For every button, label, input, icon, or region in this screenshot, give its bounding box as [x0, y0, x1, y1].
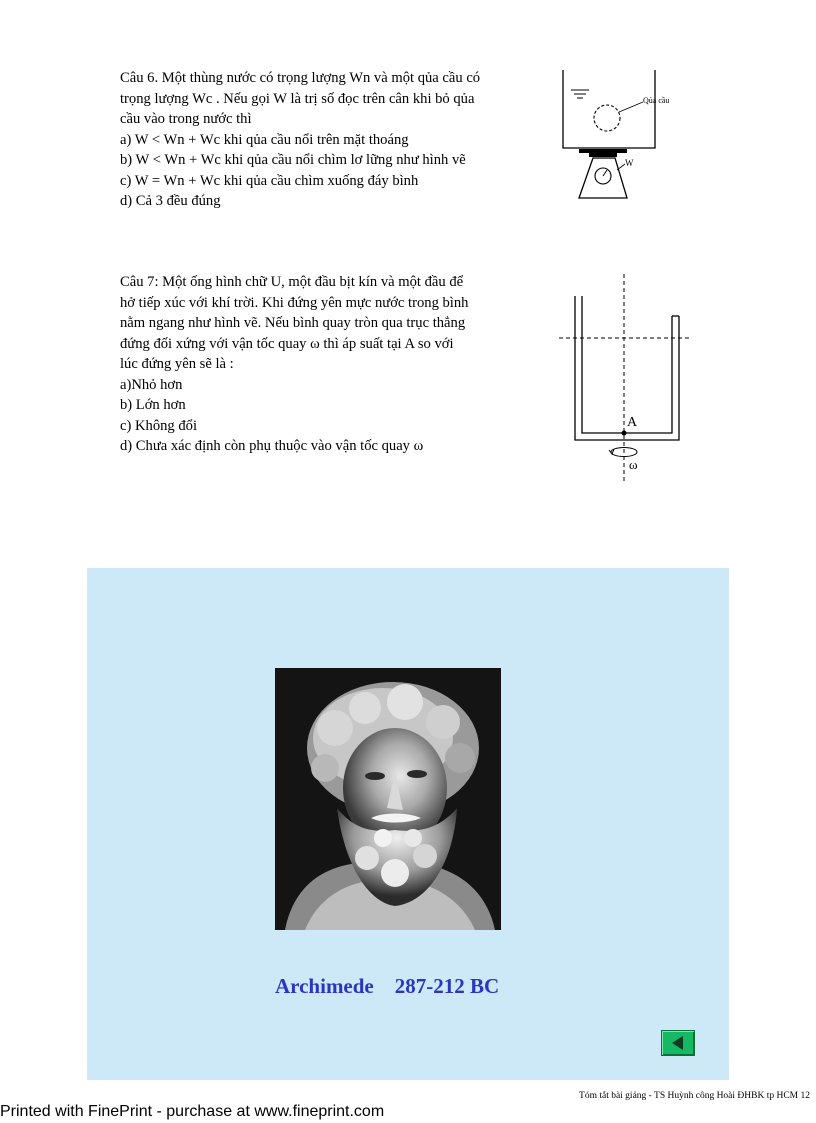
sphere-leader-line: [619, 102, 643, 112]
question-7-line: lúc đứng yên sẽ là :: [120, 356, 234, 372]
question-6-option-d: d) Cả 3 đều đúng: [120, 193, 221, 209]
question-6: [120, 68, 480, 212]
scale-stem: [589, 153, 617, 157]
question-7-line: Câu 7: Một ống hình chữ U, một đầu bịt kín và một đầu để: [120, 274, 464, 290]
question-7-option-b: b) Lớn hơn: [120, 397, 186, 413]
question-7-line: đứng đối xứng với vận tốc quay ω thì áp suất tại A so với: [120, 335, 454, 352]
scale-label: W: [625, 158, 634, 168]
u-tube-inner: [582, 296, 672, 433]
question-7-line: hở tiếp xúc với khí trời. Khi đứng yên mực nước trong bình: [120, 294, 469, 311]
question-7: [120, 272, 468, 457]
scale-body: [579, 158, 627, 198]
point-a-label: A: [627, 415, 638, 430]
scale-needle: [603, 170, 607, 176]
tank-outline: [563, 70, 655, 148]
back-button[interactable]: [661, 1030, 695, 1056]
archimedes-slide: [87, 568, 729, 1080]
scale-plate: [579, 149, 627, 153]
point-a-marker: [622, 431, 627, 436]
slide-caption: Archimede 287-212 BC: [275, 974, 500, 998]
question-7-option-a: a)Nhỏ hơn: [120, 376, 183, 393]
question-7-line: nằm ngang như hình vẽ. Nếu bình quay tròn qua trục thẳng: [120, 315, 466, 331]
question-7-option-c: c) Không đổi: [120, 417, 198, 434]
question-6-line: Câu 6. Một thùng nước có trọng lượng Wn và một qủa cầu có: [120, 70, 481, 86]
question-6-option-a: a) W < Wn + Wc khi qủa cầu nổi trên mặt thoáng: [120, 131, 409, 148]
archimedes-portrait: [275, 668, 501, 930]
fineprint-watermark: Printed with FinePrint - purchase at www.fineprint.com: [0, 1103, 385, 1120]
tank-scale-figure: [555, 68, 685, 203]
question-6-line: trọng lượng Wc . Nếu gọi W là trị số đọc trên cân khi bỏ qủa: [120, 90, 475, 107]
page-footer: Tóm tắt bài giảng - TS Huỳnh công Hoài ĐHBK tp HCM 12: [579, 1091, 810, 1101]
omega-label: ω: [629, 457, 638, 472]
sphere-label: Qủa cầu: [643, 96, 670, 105]
question-7-option-d: d) Chưa xác định còn phụ thuộc vào vận tốc quay ω: [120, 438, 424, 454]
question-6-line: cầu vào trong nước thì: [120, 111, 252, 127]
question-6-option-b: b) W < Wn + Wc khi qủa cầu nổi chìm lơ lững như hình vẽ: [120, 152, 466, 168]
triangle-left-icon: [662, 1031, 694, 1055]
u-tube-figure: [555, 272, 695, 487]
question-6-option-c: c) W = Wn + Wc khi qủa cầu chìm xuống đáy bình: [120, 172, 419, 189]
sphere: [594, 105, 620, 131]
